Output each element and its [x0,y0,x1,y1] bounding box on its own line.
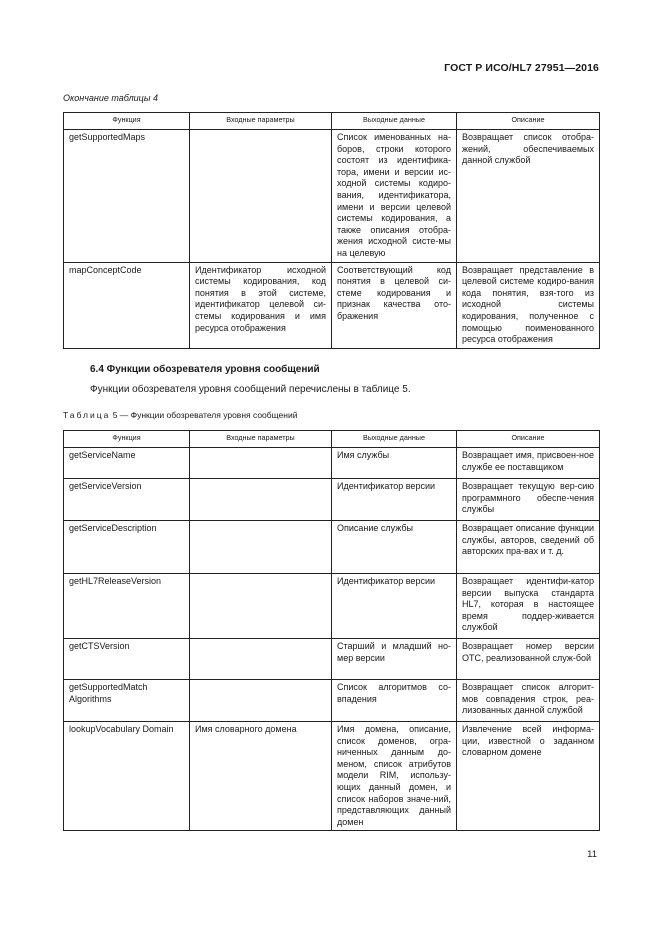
cell-description: Возвращает идентифи-катор версии выпуска стандарта HL7, которая в настоящее время поддер-живается службой [457,574,600,639]
cell-output: Имя домена, описание, список доменов, огра-ниченных данным до-меном, список атрибутов модели RIM, использу-ющих данный домен, и список наборов значе-ний, представляющих данный домен [332,722,457,831]
column-header-input: Входные параметры [190,113,332,130]
table-row [64,130,600,263]
cell-description: Возвращает имя, присвоен-ное службе ее поставщиком [457,448,600,479]
cell-output: Идентификатор версии [332,479,457,521]
cell-input [190,574,332,639]
table-row [64,639,600,680]
cell-output: Описание службы [332,521,457,574]
cell-function: mapConceptCode [64,262,190,348]
column-header-output: Выходные данные [332,431,457,448]
table5-caption-title: 5 — Функции обозревателя уровня сообщений [110,410,298,420]
table-row [64,262,600,348]
section-title: 6.4 Функции обозревателя уровня сообщений [90,364,320,375]
cell-function: getServiceVersion [64,479,190,521]
table-header-row [64,113,600,130]
page-number: 11 [587,849,597,860]
cell-function: getCTSVersion [64,639,190,680]
cell-input: Идентификатор исходной системы кодирования, код понятия в этой системе, идентификатор целевой си-стемы кодирования и имя ресурса отображения [190,262,332,348]
column-header-output: Выходные данные [332,113,457,130]
table-row [64,521,600,574]
table-row [64,680,600,722]
cell-input [190,448,332,479]
cell-output: Соответствующий код понятия в целевой си-стеме кодирования и признак качества ото-бражения [332,262,457,348]
column-header-function: Функция [64,113,190,130]
cell-output: Старший и младший но-мер версии [332,639,457,680]
cell-input: Имя словарного домена [190,722,332,831]
cell-output: Список именованных на-боров, строки которого состоят из идентифика-тора, имени и версии ис-ходной системы кодиро-вания, идентификатора, имени и версии целевой системы кодирования, а также описания отобра-жения исходной систе-мы на целевую [332,130,457,263]
cell-function: lookupVocabulary Domain [64,722,190,831]
table4 [63,112,600,349]
section-paragraph: Функции обозревателя уровня сообщений перечислены в таблице 5. [90,384,411,395]
column-header-function: Функция [64,431,190,448]
table-header-row [64,431,600,448]
cell-function: getSupportedMaps [64,130,190,263]
table5-caption-label: Таблица [63,410,111,420]
cell-input [190,130,332,263]
table-row [64,574,600,639]
column-header-description: Описание [457,431,600,448]
cell-input [190,479,332,521]
cell-output: Идентификатор версии [332,574,457,639]
column-header-input: Входные параметры [190,431,332,448]
table5 [63,430,600,831]
cell-function: getServiceDescription [64,521,190,574]
cell-description: Возвращает описание функции службы, авторов, сведений об авторских пра-вах и т. д. [457,521,600,574]
table-row [64,448,600,479]
cell-input [190,639,332,680]
cell-function: getServiceName [64,448,190,479]
document-standard-header: ГОСТ Р ИСО/HL7 27951—2016 [444,62,599,74]
cell-output: Список алгоритмов со-впадения [332,680,457,722]
cell-description: Возвращает текущую вер-сию программного обеспе-чения службы [457,479,600,521]
cell-description: Извлечение всей информа-ции, известной о заданном словарном домене [457,722,600,831]
table5-caption [63,410,297,420]
cell-input [190,680,332,722]
cell-description: Возвращает список алгорит-мов совпадения строк, реа-лизованных данной службой [457,680,600,722]
table-row [64,722,600,831]
cell-output: Имя службы [332,448,457,479]
cell-description: Возвращает список отобра-жений, обеспечиваемых данной службой [457,130,600,263]
table-row [64,479,600,521]
cell-function: getSupportedMatch Algorithms [64,680,190,722]
cell-description: Возвращает номер версии ОТС, реализованной служ-бой [457,639,600,680]
cell-input [190,521,332,574]
cell-function: getHL7ReleaseVersion [64,574,190,639]
cell-description: Возвращает представление в целевой системе кодиро-вания кода понятия, взя-того из исходной системы кодирования, полученное с помощью поименованного ресурса отображения [457,262,600,348]
table4-continuation-caption: Окончание таблицы 4 [63,93,158,103]
column-header-description: Описание [457,113,600,130]
